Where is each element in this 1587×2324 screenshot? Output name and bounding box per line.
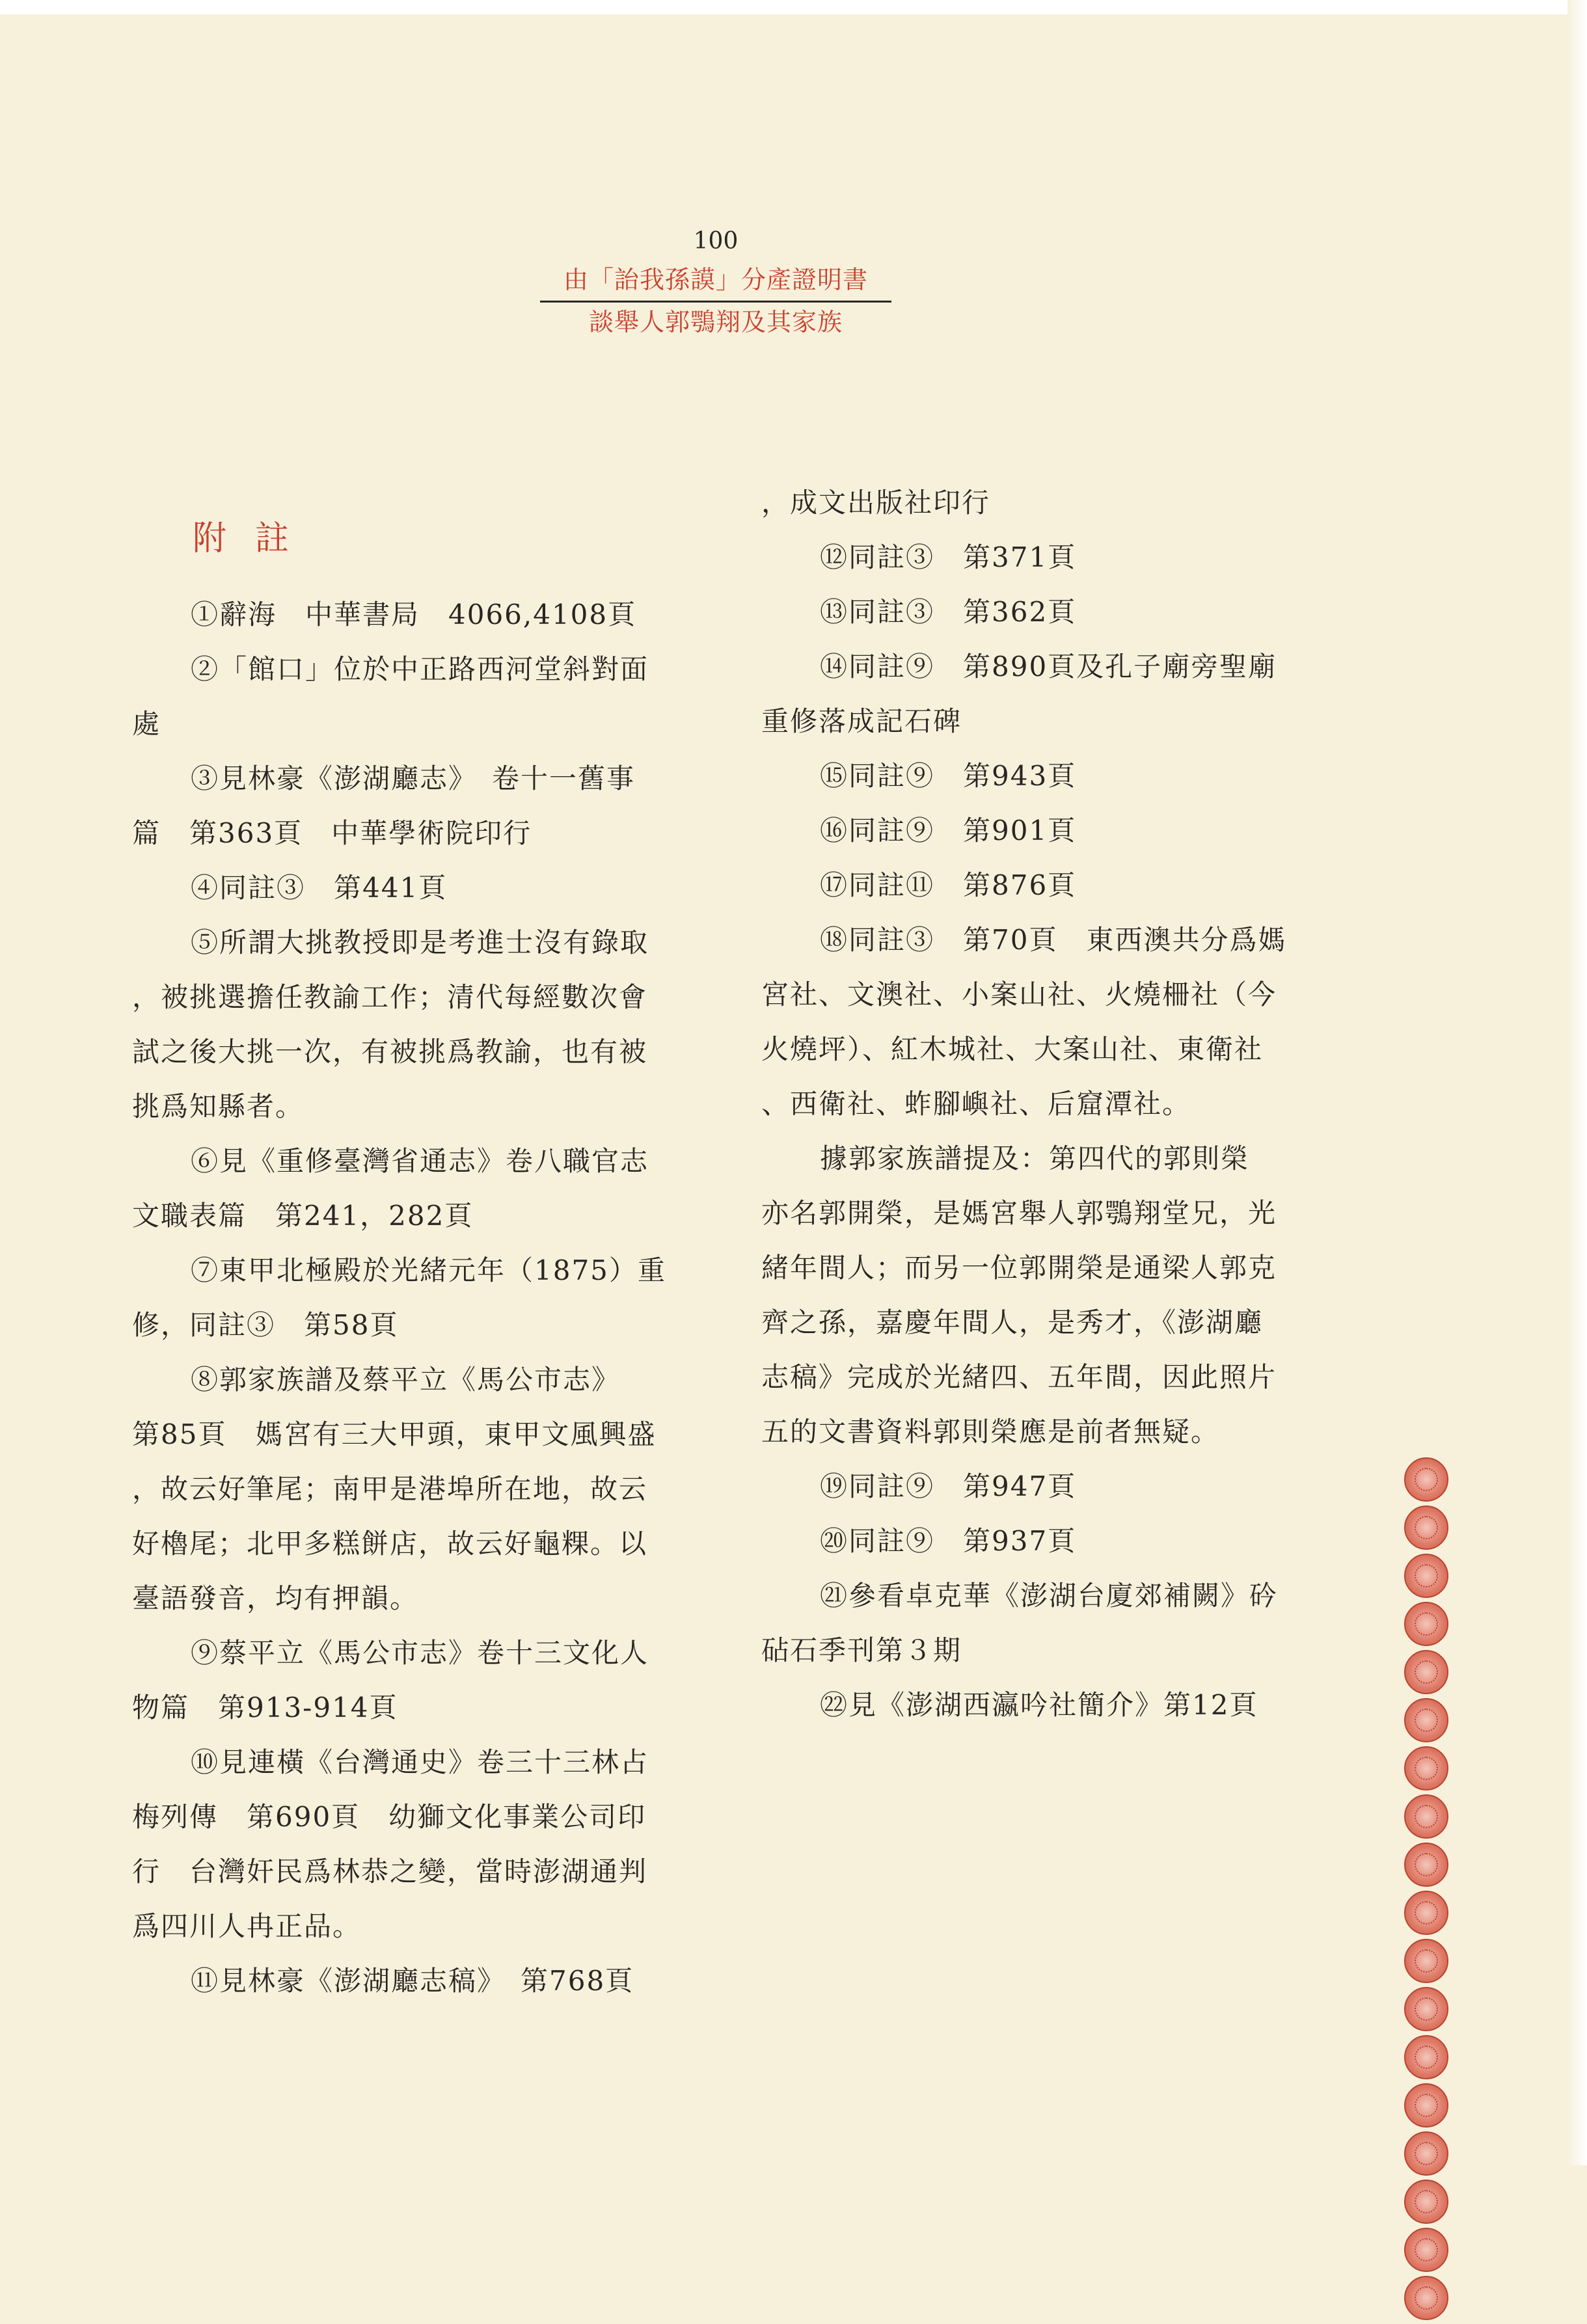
note-line: ⑱同註③ 第70頁 東西澳共分爲媽 xyxy=(820,924,1287,956)
seal-stamp xyxy=(1404,1506,1448,1550)
note-line: ⑯同註⑨ 第901頁 xyxy=(820,815,1077,846)
seal-stamp xyxy=(1404,2228,1448,2272)
seal-stamp xyxy=(1404,2180,1448,2224)
note-line: 亦名郭開榮，是媽宮舉人郭鶚翔堂兄，光 xyxy=(761,1197,1277,1229)
note-line: 處 xyxy=(132,708,161,740)
note-line: ⑫同註③ 第371頁 xyxy=(820,541,1077,573)
note-line: ⑤所謂大挑教授即是考進士沒有錄取 xyxy=(191,926,649,958)
seal-stamp xyxy=(1404,1457,1448,1502)
note-line: 志稿》完成於光緒四、五年間，因此照片 xyxy=(761,1361,1277,1393)
note-line: 梅列傳 第690頁 幼獅文化事業公司印 xyxy=(132,1801,647,1833)
note-line: ⑳同註⑨ 第937頁 xyxy=(820,1525,1077,1557)
seal-stamp xyxy=(1404,2035,1448,2079)
section-title: 附註 xyxy=(193,519,318,558)
seal-stamp xyxy=(1404,1746,1448,1790)
note-line: 五的文書資料郭則榮應是前者無疑。 xyxy=(761,1416,1220,1448)
seal-stamp xyxy=(1404,1698,1448,1742)
note-line: ⑰同註⑪ 第876頁 xyxy=(820,869,1077,901)
note-line: ⑬同註③ 第362頁 xyxy=(820,596,1077,628)
header-title-line2: 談舉人郭鶚翔及其家族 xyxy=(588,308,843,336)
note-line: ㉒見《澎湖西瀛吟社簡介》第12頁 xyxy=(820,1689,1258,1721)
note-line: 齊之孫，嘉慶年間人，是秀才，《澎湖廳 xyxy=(761,1306,1264,1338)
note-line: 第85頁 媽宮有三大甲頭，東甲文風興盛 xyxy=(132,1418,657,1450)
seal-stamp xyxy=(1404,2131,1448,2176)
note-line: ⑦東甲北極殿於光緒元年（1875）重 xyxy=(191,1254,666,1286)
note-line: ㉑參看卓克華《澎湖台廈郊補闕》砛 xyxy=(820,1580,1279,1612)
top-margin-strip xyxy=(0,0,1587,14)
running-header xyxy=(540,262,891,340)
note-line: 火燒坪）、紅木城社、大案山社、東衛社 xyxy=(761,1033,1264,1065)
note-line: 、西衛社、蚱腳嶼社、后窟潭社。 xyxy=(761,1088,1191,1120)
note-line: ⑩見連橫《台灣通史》卷三十三林占 xyxy=(191,1746,649,1778)
note-line: ⑧郭家族譜及蔡平立《馬公市志》 xyxy=(191,1364,621,1396)
seal-stamp xyxy=(1404,2083,1448,2128)
note-line: 重修落成記石碑 xyxy=(761,705,962,737)
seal-stamp xyxy=(1404,1794,1448,1839)
seal-stamp xyxy=(1404,1602,1448,1646)
note-line: 行 台灣奸民爲林恭之變，當時澎湖通判 xyxy=(132,1856,648,1887)
page-number: 100 xyxy=(693,228,739,254)
note-line: 緒年間人；而另一位郭開榮是通梁人郭克 xyxy=(761,1252,1277,1284)
note-line: ⑥見《重修臺灣省通志》卷八職官志 xyxy=(191,1145,649,1177)
header-title-line1: 由「詒我孫謨」分產證明書 xyxy=(540,262,891,303)
note-line: 物篇 第913-914頁 xyxy=(132,1692,398,1723)
note-line: ，成文出版社印行 xyxy=(761,487,991,519)
note-line: ②「館口」位於中正路西河堂斜對面 xyxy=(191,653,649,685)
note-line: 爲四川人冉正品。 xyxy=(132,1910,362,1942)
note-line: ⑮同註⑨ 第943頁 xyxy=(820,760,1077,792)
note-line: 挑爲知縣者。 xyxy=(132,1090,305,1122)
seal-stamp xyxy=(1404,1939,1448,1983)
note-line: ⑭同註⑨ 第890頁及孔子廟旁聖廟 xyxy=(820,651,1277,682)
note-line: ④同註③ 第441頁 xyxy=(191,872,448,904)
note-line: ，被挑選擔任教諭工作；清代每經數次會 xyxy=(132,981,648,1013)
seal-stamp xyxy=(1404,1843,1448,1887)
seal-stamp xyxy=(1404,1554,1448,1598)
note-line: 試之後大挑一次，有被挑爲教諭，也有被 xyxy=(132,1036,648,1068)
note-line: ，故云好筆尾；南甲是港埠所在地，故云 xyxy=(132,1473,648,1505)
note-line: ①辭海 中華書局 4066,4108頁 xyxy=(191,599,637,630)
note-line: 文職表篇 第241，282頁 xyxy=(132,1200,474,1232)
seal-stamp xyxy=(1404,1891,1448,1935)
seal-stamp xyxy=(1404,1987,1448,2031)
note-line: 修，同註③ 第58頁 xyxy=(132,1309,399,1341)
seal-stamp xyxy=(1404,1650,1448,1694)
note-line: 據郭家族譜提及：第四代的郭則榮 xyxy=(820,1142,1250,1174)
note-line: 宮社、文澳社、小案山社、火燒柵社（今 xyxy=(761,979,1277,1010)
note-line: ⑨蔡平立《馬公市志》卷十三文化人 xyxy=(191,1637,649,1669)
page-right-edge xyxy=(1567,0,1587,2165)
seal-stamp-column xyxy=(1404,1457,1450,2324)
note-line: ⑲同註⑨ 第947頁 xyxy=(820,1470,1077,1502)
note-line: 臺語發音，均有押韻。 xyxy=(132,1582,419,1614)
seal-stamp xyxy=(1404,2276,1448,2320)
note-line: ③見林豪《澎湖廳志》 卷十一舊事 xyxy=(191,763,636,794)
note-line: 好櫓尾；北甲多糕餅店，故云好龜粿。以 xyxy=(132,1528,648,1560)
note-line: 砧石季刊第３期 xyxy=(761,1634,962,1666)
note-line: 篇 第363頁 中華學術院印行 xyxy=(132,817,532,849)
note-line: ⑪見林豪《澎湖廳志稿》 第768頁 xyxy=(191,1965,634,1997)
